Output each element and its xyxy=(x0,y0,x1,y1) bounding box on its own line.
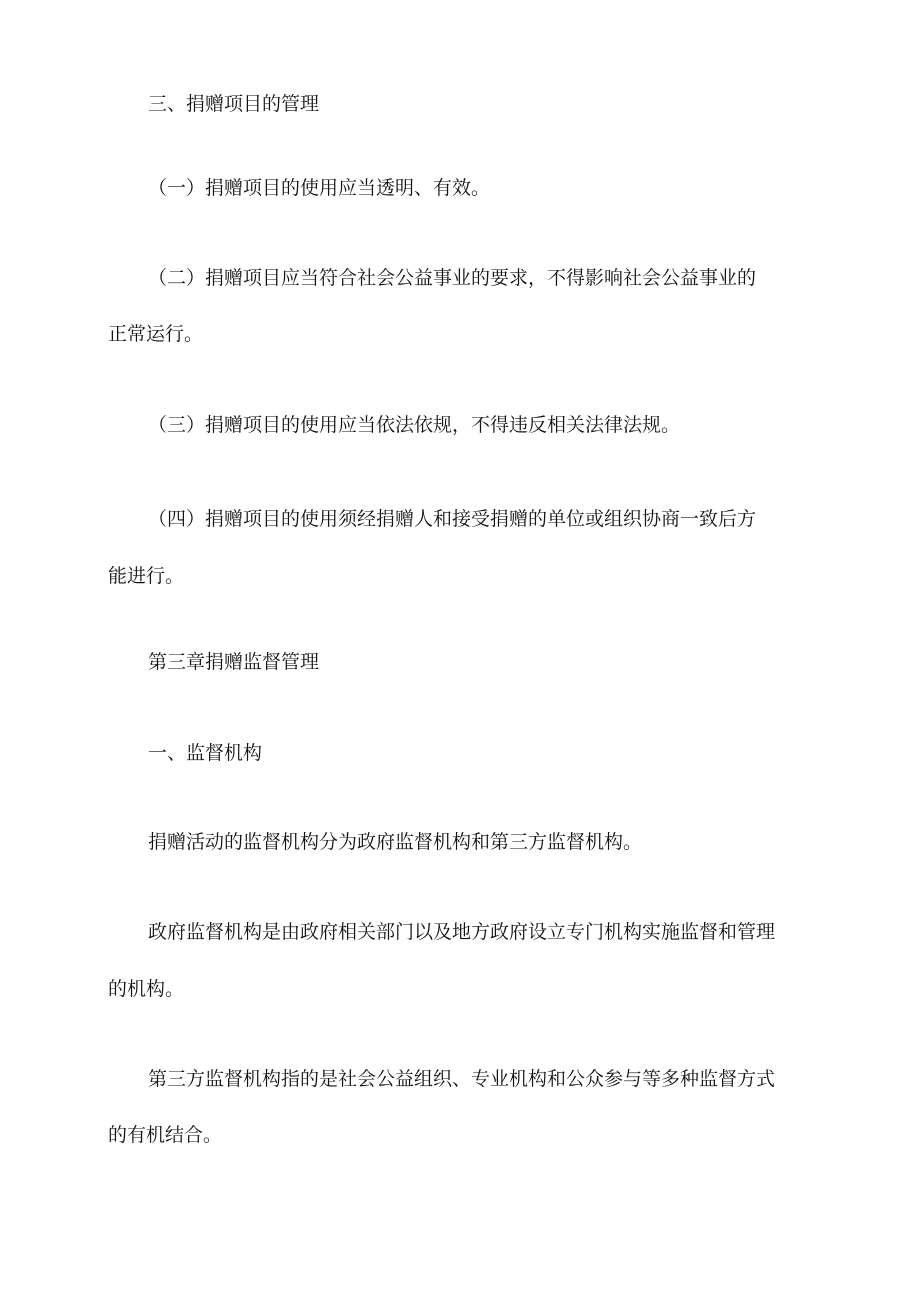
section-heading: 三、捐赠项目的管理 xyxy=(148,93,320,115)
paragraph-line-continued: 正常运行。 xyxy=(108,323,204,345)
paragraph-line: 政府监督机构是由政府相关部门以及地方政府设立专门机构实施监督和管理 xyxy=(148,921,776,943)
paragraph-line: （四）捐赠项目的使用须经捐赠人和接受捐赠的单位或组织协商一致后方 xyxy=(148,508,757,530)
paragraph-line-continued: 的机构。 xyxy=(108,978,185,1000)
paragraph-line: （一）捐赠项目的使用应当透明、有效。 xyxy=(148,177,491,199)
paragraph-line: （三）捐赠项目的使用应当依法依规，不得违反相关法律法规。 xyxy=(148,414,681,436)
paragraph-line-continued: 能进行。 xyxy=(108,565,185,587)
section-heading: 一、监督机构 xyxy=(148,742,263,764)
chapter-heading: 第三章捐赠监督管理 xyxy=(148,651,320,673)
paragraph-line: 捐赠活动的监督机构分为政府监督机构和第三方监督机构。 xyxy=(148,831,643,853)
paragraph-line: 第三方监督机构指的是社会公益组织、专业机构和公众参与等多种监督方式 xyxy=(148,1068,776,1090)
paragraph-line-continued: 的有机结合。 xyxy=(108,1124,223,1146)
paragraph-line: （二）捐赠项目应当符合社会公益事业的要求，不得影响社会公益事业的 xyxy=(148,267,757,289)
